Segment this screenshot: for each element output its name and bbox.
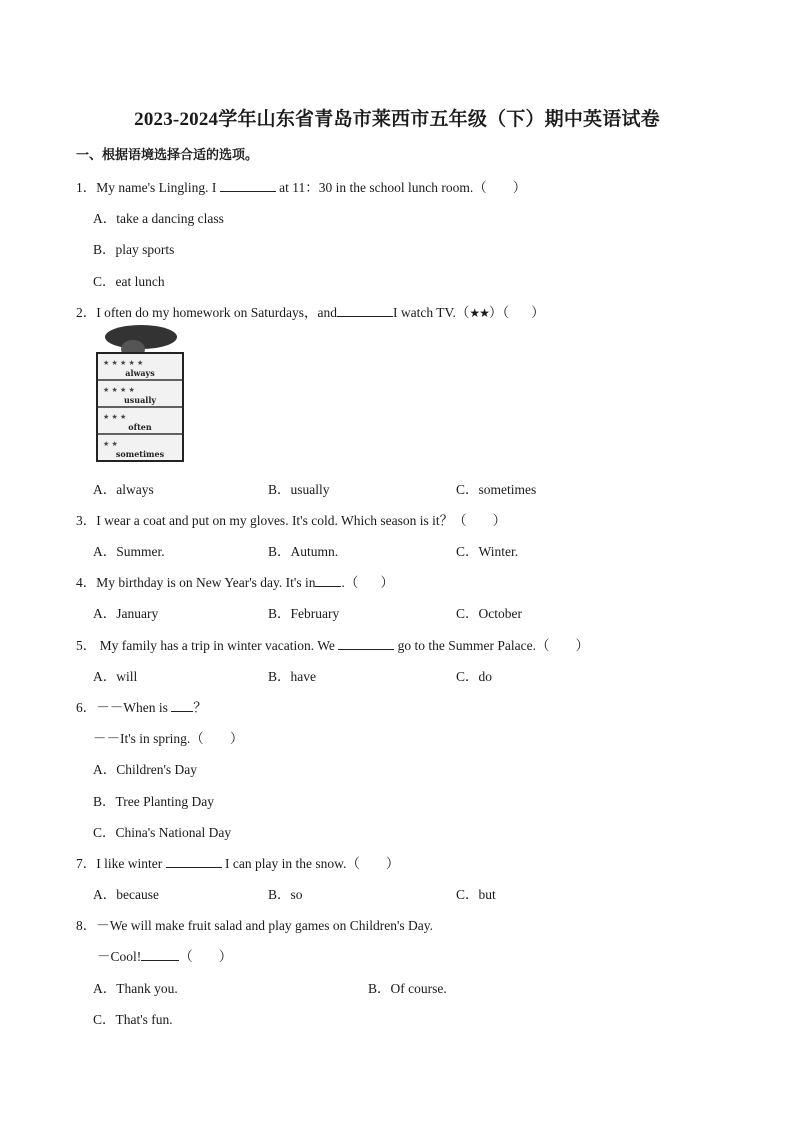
option-a[interactable]: A．take a dancing class bbox=[93, 211, 224, 226]
option-c[interactable]: C．sometimes bbox=[456, 482, 537, 497]
option-b[interactable]: B．Of course. bbox=[368, 981, 447, 996]
question-text: I often do my homework on Saturdays，and bbox=[96, 305, 337, 320]
answer-blank bbox=[171, 698, 193, 712]
question-number: 7． bbox=[76, 856, 97, 871]
option-b[interactable]: B．play sports bbox=[93, 242, 175, 257]
option-a[interactable]: A．because bbox=[93, 887, 159, 902]
question-text: My family has a trip in winter vacation. We bbox=[99, 638, 335, 653]
option-c[interactable]: C．eat lunch bbox=[93, 274, 165, 289]
question-1: 1．My name's Lingling. I at 11：30 in the school lunch room.（ ） bbox=[76, 180, 527, 195]
question-8-line-2: －Cool! （ ） bbox=[97, 949, 233, 964]
option-c[interactable]: C．That's fun. bbox=[93, 1012, 173, 1027]
question-text: I like winter bbox=[96, 856, 163, 871]
question-5: 5． My family has a trip in winter vacation. We go to the Summer Palace.（ ） bbox=[76, 638, 589, 653]
option-b[interactable]: B．Tree Planting Day bbox=[93, 794, 214, 809]
answer-blank bbox=[338, 636, 394, 650]
chart-label: usually bbox=[123, 395, 157, 405]
question-8 bbox=[76, 914, 433, 934]
option-b[interactable]: B．Autumn. bbox=[268, 544, 339, 559]
question-number: 5． bbox=[76, 638, 97, 653]
question-text: I wear a coat and put on my gloves. It's cold. Which season is it？（ bbox=[96, 513, 467, 528]
option-a[interactable]: A．Summer. bbox=[93, 544, 165, 559]
option-a[interactable]: A．always bbox=[93, 482, 154, 497]
option-b[interactable]: B．usually bbox=[268, 482, 330, 497]
option-a[interactable]: A．Children's Day bbox=[93, 762, 198, 777]
page-title: 2023-2024学年山东省青岛市莱西市五年级（下）期中英语试卷 bbox=[134, 109, 660, 130]
question-2: 2．I often do my homework on Saturdays，and I watch TV.（★★）（ ） bbox=[76, 305, 545, 320]
option-b[interactable]: B．February bbox=[268, 606, 340, 621]
question-6-line-2: －－It's in spring.（ ） bbox=[93, 731, 244, 746]
question-text: I watch TV.（ bbox=[392, 305, 470, 320]
question-4: 4．My birthday is on New Year's day. It's in .（ ） bbox=[76, 575, 394, 590]
question-number: 2． bbox=[76, 305, 97, 320]
option-b[interactable]: B．have bbox=[268, 669, 316, 684]
answer-blank bbox=[315, 573, 341, 587]
frequency-chart-image bbox=[93, 323, 190, 466]
option-a[interactable]: A．Thank you. bbox=[93, 981, 178, 996]
section-heading: 一、根据语境选择合适的选项。 bbox=[76, 147, 259, 162]
svg-text:★ ★: ★ ★ bbox=[103, 440, 118, 448]
question-text: －We will make fruit salad and play games on Children's Day. bbox=[96, 918, 434, 933]
question-6: 6．－－When is ？ bbox=[76, 700, 207, 715]
svg-text:★ ★ ★ ★ ★: ★ ★ ★ ★ ★ bbox=[103, 359, 144, 367]
option-b[interactable]: B．so bbox=[268, 887, 303, 902]
star-rating: ★★ bbox=[469, 306, 489, 320]
option-c[interactable]: C．do bbox=[456, 669, 493, 684]
question-number: 8． bbox=[76, 918, 97, 933]
question-text: －－When is bbox=[96, 700, 168, 715]
option-c[interactable]: C．but bbox=[456, 887, 496, 902]
question-text: My birthday is on New Year's day. It's in bbox=[96, 575, 316, 590]
answer-blank bbox=[141, 947, 179, 961]
option-c[interactable]: C．China's National Day bbox=[93, 825, 232, 840]
question-number: 6． bbox=[76, 700, 97, 715]
option-c[interactable]: C．October bbox=[456, 606, 522, 621]
question-number: 4． bbox=[76, 575, 97, 590]
question-text: go to the Summer Palace.（ bbox=[394, 638, 550, 653]
option-a[interactable]: A．will bbox=[93, 669, 138, 684]
question-7: 7．I like winter I can play in the snow.（ ） bbox=[76, 856, 400, 871]
question-text: My name's Lingling. I bbox=[96, 180, 217, 195]
question-text: I can play in the snow.（ bbox=[221, 856, 360, 871]
chart-label: sometimes bbox=[115, 449, 165, 459]
chart-label: always bbox=[125, 368, 155, 378]
question-3: 3．I wear a coat and put on my gloves. It's cold. Which season is it？（ ） bbox=[76, 513, 507, 528]
question-number: 1． bbox=[76, 180, 97, 195]
answer-blank bbox=[220, 178, 276, 192]
chart-label: often bbox=[128, 422, 152, 432]
question-number: 3． bbox=[76, 513, 97, 528]
answer-blank bbox=[166, 854, 222, 868]
question-text: at 11：30 in the school lunch room.（ bbox=[275, 180, 487, 195]
answer-blank bbox=[337, 303, 393, 317]
svg-text:★ ★ ★ ★: ★ ★ ★ ★ bbox=[103, 386, 135, 394]
svg-text:★ ★ ★: ★ ★ ★ bbox=[103, 413, 127, 421]
option-c[interactable]: C．Winter. bbox=[456, 544, 519, 559]
option-a[interactable]: A．January bbox=[93, 606, 159, 621]
